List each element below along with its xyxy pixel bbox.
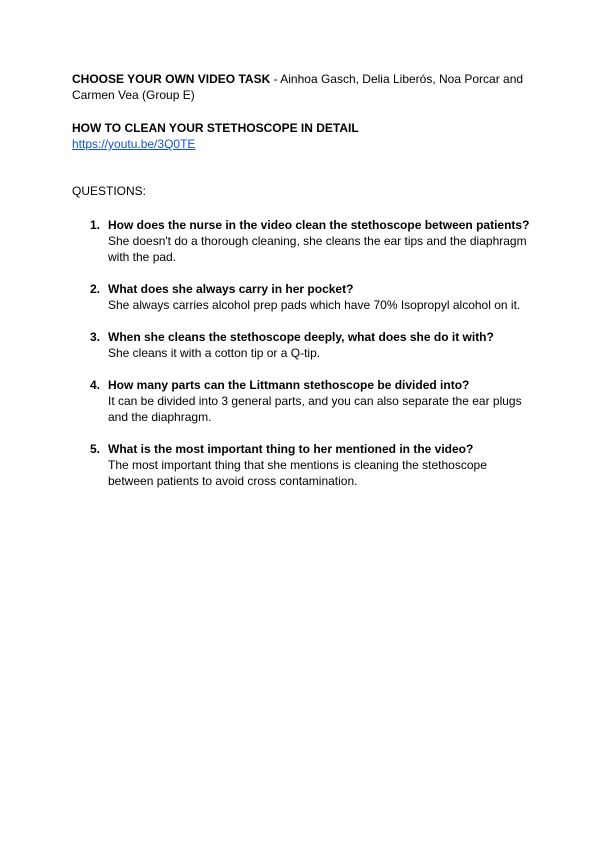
question-number: 3. bbox=[90, 330, 101, 344]
video-title: HOW TO CLEAN YOUR STETHOSCOPE IN DETAIL bbox=[72, 121, 359, 135]
authors-text: - Ainhoa Gasch, Delia Liberós, Noa Porcar and Carmen Vea (Group E) bbox=[72, 72, 524, 102]
document-page bbox=[72, 71, 532, 505]
answer-text: She always carries alcohol prep pads which have 70% Isopropyl alcohol on it. bbox=[108, 298, 521, 312]
video-link[interactable]: https://youtu.be/3Q0TE bbox=[72, 137, 196, 151]
question-item bbox=[72, 281, 532, 313]
answer-text: She cleans it with a cotton tip or a Q-tip. bbox=[108, 346, 321, 360]
question-number: 1. bbox=[90, 218, 101, 232]
answer-text: She doesn't do a thorough cleaning, she cleans the ear tips and the diaphragm with the pad. bbox=[108, 234, 527, 264]
question-text: When she cleans the stethoscope deeply, what does she do it with? bbox=[108, 330, 494, 344]
question-item bbox=[72, 329, 532, 361]
question-number: 5. bbox=[90, 442, 101, 456]
task-header bbox=[72, 71, 532, 103]
question-text: What does she always carry in her pocket? bbox=[108, 282, 354, 296]
answer-text: It can be divided into 3 general parts, and you can also separate the ear plugs and the diaphragm. bbox=[108, 394, 522, 424]
questions-list bbox=[72, 217, 532, 489]
task-label: CHOOSE YOUR OWN VIDEO TASK bbox=[72, 72, 271, 86]
question-number: 4. bbox=[90, 378, 101, 392]
question-item bbox=[72, 377, 532, 425]
question-text: How many parts can the Littmann stethoscope be divided into? bbox=[108, 378, 470, 392]
question-text: How does the nurse in the video clean the stethoscope between patients? bbox=[108, 218, 530, 232]
answer-text: The most important thing that she mentions is cleaning the stethoscope between patients to avoid cross contamination. bbox=[108, 458, 487, 488]
question-item bbox=[72, 217, 532, 265]
question-item bbox=[72, 441, 532, 489]
question-number: 2. bbox=[90, 282, 101, 296]
questions-heading: QUESTIONS: bbox=[72, 184, 147, 198]
question-text: What is the most important thing to her mentioned in the video? bbox=[108, 442, 474, 456]
